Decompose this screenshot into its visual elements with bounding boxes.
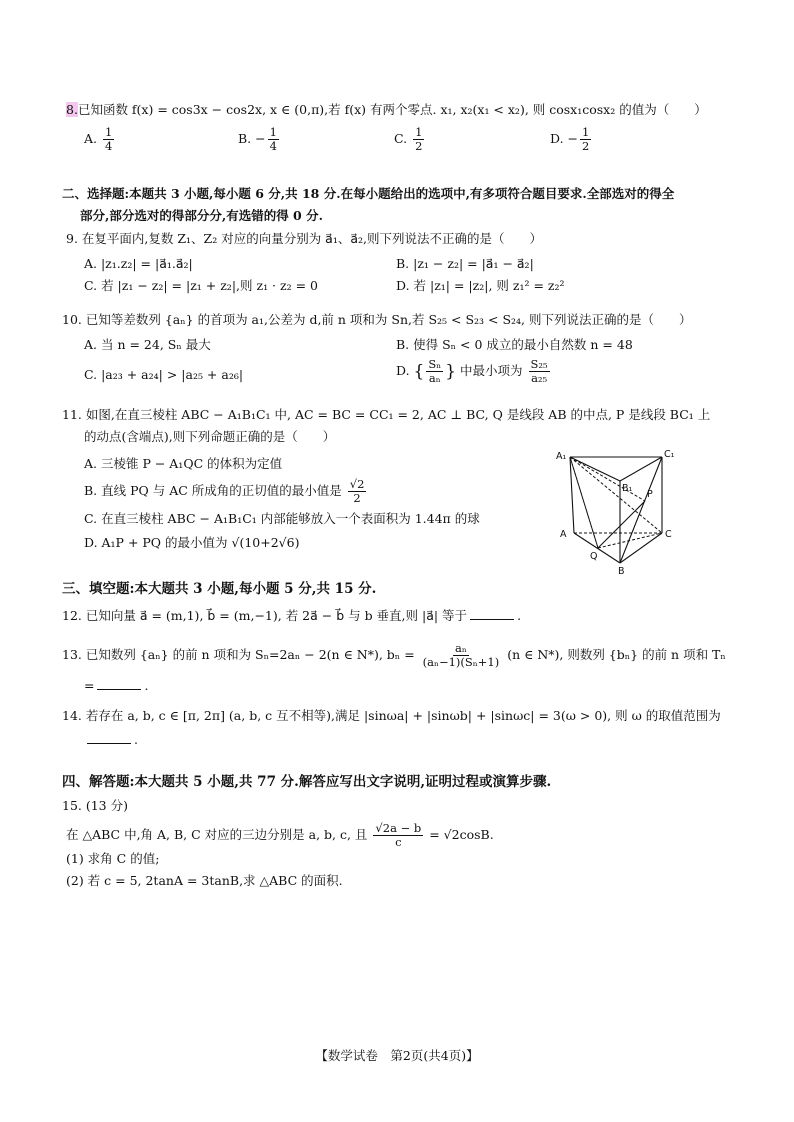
question-15-part-2: (2) 若 c = 5, 2tanA = 3tanB,求 △ABC 的面积. <box>66 873 343 888</box>
q8-option-a: A. $\frac{1}{4}$ <box>84 125 113 153</box>
question-10-stem: 10. 已知等差数列 {aₙ} 的首项为 a₁,公差为 d,前 n 项和为 Sn,若 S₂₅ < S₂₃ < S₂₄, 则下列说法正确的是（ ） <box>62 312 692 327</box>
q11-option-b: B. 直线 PQ 与 AC 所成角的正切值的最小值是 $\frac{√2}{2}$ <box>84 477 365 505</box>
q10-option-d: D. { $\frac{\text{Sₙ}}{\text{aₙ}}$ } 中最小项为 $\frac{\text{S₂₅}}{\text{a₂₅}}$ <box>396 357 548 385</box>
label-c: C <box>665 529 672 540</box>
label-a1: A₁ <box>556 451 567 462</box>
question-12: 12. 已知向量 a⃗ = (m,1), b⃗ = (m,−1), 若 2a⃗ − b⃗ 与 b 垂直,则 |a⃗| 等于 . <box>62 608 522 623</box>
question-13: 13. 已知数列 {aₙ} 的前 n 项和为 Sₙ=2aₙ − 2(n ∈ N*), bₙ = $\frac{\text{aₙ}}{\text{(aₙ−1)(Sₙ+1)}}$ (n ∈ N*), 则数列 {bₙ} 的前 n 项和 Tₙ <box>62 641 726 669</box>
page-footer: 【数学试卷 第2页(共4页)】 <box>315 1048 479 1063</box>
question-13-cont: = . <box>84 678 149 693</box>
question-14: 14. 若存在 a, b, c ∈ [π, 2π] (a, b, c 互不相等),满足 |sinωa| + |sinωb| + |sinωc| = 3(ω > 0), 则 ω 的取值范围为 <box>62 708 721 723</box>
section-4-title: 四、解答题:本大题共 5 小题,共 77 分.解答应写出文字说明,证明过程或演算步骤. <box>62 774 552 790</box>
q12-answer-blank <box>470 607 514 620</box>
question-15-part-1: (1) 求角 C 的值; <box>66 851 160 866</box>
q10-option-a: A. 当 n = 24, Sₙ 最大 <box>84 337 211 352</box>
q8-option-b: B. − $\frac{1}{4}$ <box>238 125 277 153</box>
question-14-cont: . <box>84 731 138 749</box>
section-2-title: 二、选择题:本题共 3 小题,每小题 6 分,共 18 分.在每小题给出的选项中,有多项符合题目要求.全部选对的得全 <box>62 186 675 201</box>
q9-option-a: A. |z₁.z₂| = |a⃗₁.a⃗₂| <box>84 256 193 271</box>
q10-option-c: C. |a₂₃ + a₂₄| > |a₂₅ + a₂₆| <box>84 367 244 382</box>
q11-option-d: D. A₁P + PQ 的最小值为 √(10+2√6) <box>84 535 300 550</box>
q9-option-d: D. 若 |z₁| = |z₂|, 则 z₁² = z₂² <box>396 278 565 293</box>
section-3-title: 三、填空题:本大题共 3 小题,每小题 5 分,共 15 分. <box>62 581 377 597</box>
question-8-number: 8. <box>66 102 78 117</box>
label-c1: C₁ <box>664 449 675 460</box>
label-p: P <box>647 489 653 500</box>
q13-answer-blank <box>97 677 141 690</box>
prism-figure <box>552 445 687 575</box>
q8-option-d: D. − $\frac{1}{2}$ <box>550 125 590 153</box>
q8-option-c: C. $\frac{1}{2}$ <box>394 125 423 153</box>
label-a: A <box>560 529 567 540</box>
question-11-stem-cont: 的动点(含端点),则下列命题正确的是（ ） <box>84 429 336 444</box>
q14-answer-blank <box>87 731 131 744</box>
q9-option-b: B. |z₁ − z₂| = |a⃗₁ − a⃗₂| <box>396 256 534 271</box>
question-9-stem: 9. 在复平面内,复数 Z₁、Z₂ 对应的向量分别为 a⃗₁、a⃗₂,则下列说法不正确的是（ ） <box>66 231 543 246</box>
question-11-stem: 11. 如图,在直三棱柱 ABC − A₁B₁C₁ 中, AC = BC = CC₁ = 2, AC ⊥ BC, Q 是线段 AB 的中点, P 是线段 BC₁ 上 <box>62 407 711 422</box>
q11-option-a: A. 三棱锥 P − A₁QC 的体积为定值 <box>84 456 283 471</box>
q11-option-c: C. 在直三棱柱 ABC − A₁B₁C₁ 内部能够放入一个表面积为 1.44π 的球 <box>84 511 480 526</box>
label-q: Q <box>590 551 598 562</box>
section-2-title-cont: 部分,部分选对的得部分分,有选错的得 0 分. <box>80 208 323 223</box>
q10-option-b: B. 使得 Sₙ < 0 成立的最小自然数 n = 48 <box>396 337 633 352</box>
question-15-stem: 在 △ABC 中,角 A, B, C 对应的三边分别是 a, b, c, 且 $\frac{√2a - b}{c}$ = √2cosB. <box>66 821 494 849</box>
question-8-stem: 8.已知函数 f(x) = cos3x − cos2x, x ∈ (0,π),若 f(x) 有两个零点. x₁, x₂(x₁ < x₂), 则 cosx₁cosx₂ 的值为（ ） <box>66 102 707 117</box>
question-15-header: 15. (13 分) <box>62 798 128 813</box>
label-b1: B₁ <box>622 483 633 494</box>
label-b: B <box>618 566 625 575</box>
q9-option-c: C. 若 |z₁ − z₂| = |z₁ + z₂|,则 z₁ · z₂ = 0 <box>84 278 318 293</box>
